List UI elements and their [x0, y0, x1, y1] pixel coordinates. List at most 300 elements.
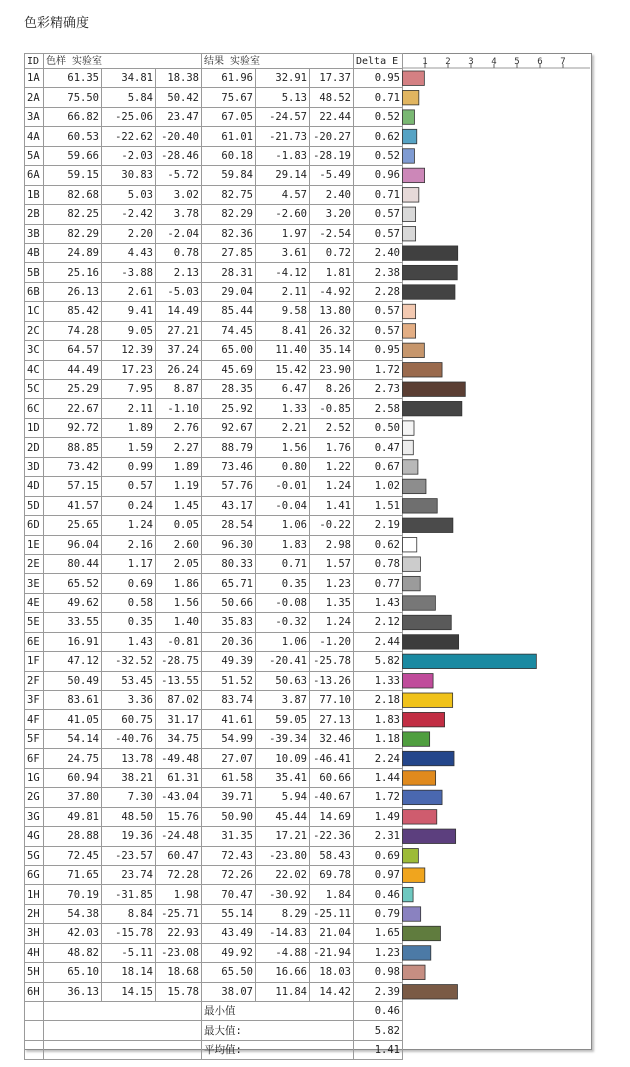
sample-lab-value: 23.47	[156, 107, 202, 126]
summary-blank	[44, 1040, 202, 1059]
table-row	[25, 360, 403, 379]
sample-lab-value: 44.49	[44, 360, 102, 379]
result-lab-value: 82.75	[202, 185, 256, 204]
delta-e-value: 1.23	[354, 943, 403, 962]
result-lab-value: 1.24	[310, 477, 354, 496]
patch-id: 2E	[25, 554, 44, 573]
sample-lab-value: 7.30	[102, 788, 156, 807]
sample-lab-value: 49.62	[44, 593, 102, 612]
sample-lab-value: 0.78	[156, 243, 202, 262]
patch-id: 3A	[25, 107, 44, 126]
x-tick-label: 3	[468, 57, 474, 67]
delta-e-bar-1C	[403, 304, 416, 318]
sample-lab-value: 2.05	[156, 554, 202, 573]
result-lab-value: 15.42	[256, 360, 310, 379]
sample-lab-value: 2.27	[156, 438, 202, 457]
result-lab-value: 48.52	[310, 88, 354, 107]
sample-lab-value: 0.05	[156, 516, 202, 535]
sample-lab-value: -13.55	[156, 671, 202, 690]
patch-id: 4B	[25, 243, 44, 262]
sample-lab-value: 13.78	[102, 749, 156, 768]
table-row	[25, 302, 403, 321]
result-lab-value: 61.01	[202, 127, 256, 146]
sample-lab-value: 9.41	[102, 302, 156, 321]
table-row	[25, 691, 403, 710]
header-delta-e: Delta E	[354, 54, 403, 69]
result-lab-value: 1.76	[310, 438, 354, 457]
result-lab-value: 1.23	[310, 574, 354, 593]
sample-lab-value: 41.05	[44, 710, 102, 729]
sample-lab-value: 4.43	[102, 243, 156, 262]
patch-id: 5C	[25, 380, 44, 399]
result-lab-value: 50.63	[256, 671, 310, 690]
sample-lab-value: 2.20	[102, 224, 156, 243]
result-lab-value: 27.07	[202, 749, 256, 768]
summary-row	[25, 1002, 403, 1021]
result-lab-value: 16.66	[256, 963, 310, 982]
sample-lab-value: -28.75	[156, 652, 202, 671]
delta-e-value: 0.47	[354, 438, 403, 457]
sample-lab-value: 85.42	[44, 302, 102, 321]
delta-e-bar-2D	[403, 440, 414, 454]
table-row	[25, 107, 403, 126]
result-lab-value: 2.40	[310, 185, 354, 204]
patch-id: 1B	[25, 185, 44, 204]
delta-e-bar-chart	[402, 53, 590, 1048]
patch-id: 4A	[25, 127, 44, 146]
delta-e-value: 0.57	[354, 321, 403, 340]
result-lab-value: 82.36	[202, 224, 256, 243]
x-tick-label: 1	[422, 57, 428, 67]
sample-lab-value: -24.48	[156, 827, 202, 846]
delta-e-bar-1A	[403, 71, 425, 85]
table-row	[25, 729, 403, 748]
result-lab-value: -46.41	[310, 749, 354, 768]
patch-id: 1C	[25, 302, 44, 321]
result-lab-value: 74.45	[202, 321, 256, 340]
summary-value: 1.41	[354, 1040, 403, 1059]
sample-lab-value: 2.16	[102, 535, 156, 554]
sample-lab-value: 25.65	[44, 516, 102, 535]
sample-lab-value: 60.94	[44, 768, 102, 787]
delta-e-value: 0.50	[354, 418, 403, 437]
sample-lab-value: 1.19	[156, 477, 202, 496]
x-tick-label: 5	[514, 57, 520, 67]
sample-lab-value: -25.06	[102, 107, 156, 126]
delta-e-value: 0.46	[354, 885, 403, 904]
table-row	[25, 807, 403, 826]
result-lab-value: 72.26	[202, 865, 256, 884]
patch-id: 4C	[25, 360, 44, 379]
result-lab-value: 1.57	[310, 554, 354, 573]
sample-lab-value: 25.16	[44, 263, 102, 282]
sample-lab-value: 14.49	[156, 302, 202, 321]
delta-e-value: 0.57	[354, 205, 403, 224]
sample-lab-value: -31.85	[102, 885, 156, 904]
result-lab-value: 60.18	[202, 146, 256, 165]
sample-lab-value: 30.83	[102, 166, 156, 185]
sample-lab-value: -2.04	[156, 224, 202, 243]
result-lab-value: -39.34	[256, 729, 310, 748]
delta-e-value: 1.33	[354, 671, 403, 690]
patch-id: 1A	[25, 69, 44, 88]
sample-lab-value: 8.87	[156, 380, 202, 399]
table-row	[25, 457, 403, 476]
result-lab-value: 3.20	[310, 205, 354, 224]
delta-e-value: 2.40	[354, 243, 403, 262]
delta-e-bar-5F	[403, 732, 430, 746]
result-lab-value: -0.32	[256, 613, 310, 632]
delta-e-value: 0.52	[354, 146, 403, 165]
sample-lab-value: 82.29	[44, 224, 102, 243]
sample-lab-value: -2.42	[102, 205, 156, 224]
delta-e-bar-4A	[403, 129, 417, 143]
summary-label: 最大值:	[202, 1021, 354, 1040]
delta-e-value: 1.44	[354, 768, 403, 787]
result-lab-value: 43.17	[202, 496, 256, 515]
result-lab-value: 38.07	[202, 982, 256, 1001]
sample-lab-value: 14.15	[102, 982, 156, 1001]
result-lab-value: 8.29	[256, 904, 310, 923]
table-row	[25, 438, 403, 457]
sample-lab-value: 57.15	[44, 477, 102, 496]
header-result-lab: 结果 实验室	[202, 54, 354, 69]
delta-e-bar-5C	[403, 382, 466, 396]
sample-lab-value: 23.74	[102, 865, 156, 884]
table-row	[25, 865, 403, 884]
sample-lab-value: 37.80	[44, 788, 102, 807]
result-lab-value: 8.41	[256, 321, 310, 340]
result-lab-value: 70.47	[202, 885, 256, 904]
delta-e-value: 1.49	[354, 807, 403, 826]
result-lab-value: 26.32	[310, 321, 354, 340]
delta-e-value: 2.19	[354, 516, 403, 535]
result-lab-value: 1.22	[310, 457, 354, 476]
table-row	[25, 885, 403, 904]
header-id: ID	[25, 54, 44, 69]
summary-label: 最小值	[202, 1002, 354, 1021]
delta-e-value: 2.24	[354, 749, 403, 768]
table-row	[25, 574, 403, 593]
result-lab-value: 22.02	[256, 865, 310, 884]
sample-lab-value: 31.17	[156, 710, 202, 729]
sample-lab-value: 48.82	[44, 943, 102, 962]
delta-e-bar-2F	[403, 674, 434, 688]
sample-lab-value: -43.04	[156, 788, 202, 807]
sample-lab-value: 19.36	[102, 827, 156, 846]
patch-id: 6C	[25, 399, 44, 418]
sample-lab-value: 34.81	[102, 69, 156, 88]
sample-lab-value: 28.88	[44, 827, 102, 846]
result-lab-value: -0.01	[256, 477, 310, 496]
patch-id: 4G	[25, 827, 44, 846]
result-lab-value: 0.72	[310, 243, 354, 262]
delta-e-bar-3B	[403, 227, 416, 241]
sample-lab-value: 80.44	[44, 554, 102, 573]
result-lab-value: 1.97	[256, 224, 310, 243]
delta-e-value: 2.73	[354, 380, 403, 399]
result-lab-value: 0.71	[256, 554, 310, 573]
patch-id: 1D	[25, 418, 44, 437]
delta-e-value: 0.67	[354, 457, 403, 476]
result-lab-value: 1.06	[256, 516, 310, 535]
patch-id: 3E	[25, 574, 44, 593]
result-lab-value: 1.35	[310, 593, 354, 612]
result-lab-value: 28.54	[202, 516, 256, 535]
delta-e-value: 0.62	[354, 127, 403, 146]
sample-lab-value: 38.21	[102, 768, 156, 787]
sample-lab-value: 5.03	[102, 185, 156, 204]
sample-lab-value: -20.40	[156, 127, 202, 146]
delta-e-bar-2H	[403, 907, 421, 921]
result-lab-value: 21.04	[310, 924, 354, 943]
result-lab-value: 75.67	[202, 88, 256, 107]
summary-blank	[44, 1021, 202, 1040]
table-row	[25, 69, 403, 88]
delta-e-value: 0.78	[354, 554, 403, 573]
result-lab-value: 8.26	[310, 380, 354, 399]
result-lab-value: -14.83	[256, 924, 310, 943]
sample-lab-value: 87.02	[156, 691, 202, 710]
result-lab-value: 51.52	[202, 671, 256, 690]
sample-lab-value: 1.98	[156, 885, 202, 904]
sample-lab-value: -32.52	[102, 652, 156, 671]
sample-lab-value: 72.28	[156, 865, 202, 884]
patch-id: 4D	[25, 477, 44, 496]
sample-lab-value: 25.29	[44, 380, 102, 399]
sample-lab-value: 1.56	[156, 593, 202, 612]
sample-lab-value: -49.48	[156, 749, 202, 768]
x-tick-label: 4	[491, 57, 497, 67]
sample-lab-value: -5.11	[102, 943, 156, 962]
delta-e-value: 0.62	[354, 535, 403, 554]
table-row	[25, 710, 403, 729]
result-lab-value: 14.42	[310, 982, 354, 1001]
delta-e-value: 2.44	[354, 632, 403, 651]
patch-id: 3F	[25, 691, 44, 710]
result-lab-value: 54.99	[202, 729, 256, 748]
delta-e-bar-4E	[403, 596, 436, 610]
delta-e-value: 0.71	[354, 185, 403, 204]
patch-id: 3B	[25, 224, 44, 243]
delta-e-bar-4H	[403, 946, 431, 960]
sample-lab-value: -22.62	[102, 127, 156, 146]
patch-id: 5D	[25, 496, 44, 515]
sample-lab-value: 50.42	[156, 88, 202, 107]
sample-lab-value: 26.13	[44, 282, 102, 301]
x-tick-label: 6	[537, 57, 543, 67]
patch-id: 5G	[25, 846, 44, 865]
page-title: 色彩精确度	[24, 16, 90, 31]
sample-lab-value: 47.12	[44, 652, 102, 671]
patch-id: 5B	[25, 263, 44, 282]
sample-lab-value: 36.13	[44, 982, 102, 1001]
patch-id: 2D	[25, 438, 44, 457]
table-row	[25, 418, 403, 437]
delta-e-bar-4B	[403, 246, 458, 260]
table-row	[25, 827, 403, 846]
patch-id: 3C	[25, 341, 44, 360]
delta-e-bar-3A	[403, 110, 415, 124]
result-lab-value: 2.11	[256, 282, 310, 301]
sample-lab-value: 61.31	[156, 768, 202, 787]
sample-lab-value: 48.50	[102, 807, 156, 826]
patch-id: 6E	[25, 632, 44, 651]
sample-lab-value: 82.25	[44, 205, 102, 224]
sample-lab-value: 2.60	[156, 535, 202, 554]
result-lab-value: 28.35	[202, 380, 256, 399]
result-lab-value: 82.29	[202, 205, 256, 224]
delta-e-bar-5B	[403, 265, 458, 279]
sample-lab-value: -2.03	[102, 146, 156, 165]
result-lab-value: 29.14	[256, 166, 310, 185]
result-lab-value: 13.80	[310, 302, 354, 321]
sample-lab-value: 1.89	[156, 457, 202, 476]
sample-lab-value: 1.24	[102, 516, 156, 535]
x-tick-label: 7	[560, 57, 566, 67]
result-lab-value: 45.44	[256, 807, 310, 826]
table-row	[25, 554, 403, 573]
table-row	[25, 846, 403, 865]
sample-lab-value: 60.47	[156, 846, 202, 865]
table-row	[25, 535, 403, 554]
sample-lab-value: 5.84	[102, 88, 156, 107]
result-lab-value: 1.84	[310, 885, 354, 904]
result-lab-value: 1.56	[256, 438, 310, 457]
patch-id: 4H	[25, 943, 44, 962]
patch-id: 5E	[25, 613, 44, 632]
delta-e-value: 2.28	[354, 282, 403, 301]
sample-lab-value: 34.75	[156, 729, 202, 748]
sample-lab-value: -23.57	[102, 846, 156, 865]
delta-e-value: 0.69	[354, 846, 403, 865]
result-lab-value: 6.47	[256, 380, 310, 399]
summary-blank	[44, 1002, 202, 1021]
sample-lab-value: 74.28	[44, 321, 102, 340]
sample-lab-value: 1.45	[156, 496, 202, 515]
delta-e-bar-3D	[403, 460, 418, 474]
sample-lab-value: 22.93	[156, 924, 202, 943]
sample-lab-value: 64.57	[44, 341, 102, 360]
delta-e-bar-6F	[403, 751, 455, 765]
delta-e-bar-3C	[403, 343, 425, 357]
patch-id: 2C	[25, 321, 44, 340]
delta-e-bar-6G	[403, 868, 425, 882]
sample-lab-value: 65.10	[44, 963, 102, 982]
result-lab-value: 43.49	[202, 924, 256, 943]
result-lab-value: 85.44	[202, 302, 256, 321]
delta-e-value: 5.82	[354, 652, 403, 671]
result-lab-value: 14.69	[310, 807, 354, 826]
sample-lab-value: -5.03	[156, 282, 202, 301]
table-row	[25, 768, 403, 787]
delta-e-bar-3H	[403, 926, 441, 940]
sample-lab-value: 9.05	[102, 321, 156, 340]
delta-e-bar-1H	[403, 887, 414, 901]
sample-lab-value: 3.36	[102, 691, 156, 710]
table-row	[25, 963, 403, 982]
sample-lab-value: -15.78	[102, 924, 156, 943]
table-row	[25, 321, 403, 340]
result-lab-value: -20.41	[256, 652, 310, 671]
sample-lab-value: 96.04	[44, 535, 102, 554]
delta-e-bar-1D	[403, 421, 415, 435]
patch-id: 2B	[25, 205, 44, 224]
sample-lab-value: 2.76	[156, 418, 202, 437]
sample-lab-value: 37.24	[156, 341, 202, 360]
result-lab-value: 50.66	[202, 593, 256, 612]
summary-row	[25, 1021, 403, 1040]
sample-lab-value: 59.66	[44, 146, 102, 165]
patch-id: 2G	[25, 788, 44, 807]
delta-e-bar-5G	[403, 849, 419, 863]
result-lab-value: -21.94	[310, 943, 354, 962]
result-lab-value: -1.83	[256, 146, 310, 165]
color-accuracy-table	[24, 53, 403, 1060]
header-sample-lab: 色样 实验室	[44, 54, 202, 69]
delta-e-bar-2C	[403, 324, 416, 338]
sample-lab-value: 1.86	[156, 574, 202, 593]
table-row	[25, 496, 403, 515]
sample-lab-value: 3.02	[156, 185, 202, 204]
sample-lab-value: 60.53	[44, 127, 102, 146]
result-lab-value: -28.19	[310, 146, 354, 165]
sample-lab-value: 82.68	[44, 185, 102, 204]
sample-lab-value: 0.58	[102, 593, 156, 612]
result-lab-value: -40.67	[310, 788, 354, 807]
result-lab-value: 4.57	[256, 185, 310, 204]
delta-e-value: 1.51	[354, 496, 403, 515]
result-lab-value: -4.92	[310, 282, 354, 301]
delta-e-bar-3F	[403, 693, 453, 707]
delta-e-bar-1F	[403, 654, 537, 668]
result-lab-value: 88.79	[202, 438, 256, 457]
result-lab-value: -0.08	[256, 593, 310, 612]
result-lab-value: 32.46	[310, 729, 354, 748]
result-lab-value: -4.12	[256, 263, 310, 282]
table-row	[25, 477, 403, 496]
table-row	[25, 166, 403, 185]
result-lab-value: 1.83	[256, 535, 310, 554]
result-lab-value: -25.11	[310, 904, 354, 923]
delta-e-value: 0.95	[354, 341, 403, 360]
delta-e-value: 2.58	[354, 399, 403, 418]
sample-lab-value: 33.55	[44, 613, 102, 632]
result-lab-value: 17.21	[256, 827, 310, 846]
sample-lab-value: -23.08	[156, 943, 202, 962]
delta-e-bar-5A	[403, 149, 415, 163]
result-lab-value: 27.13	[310, 710, 354, 729]
delta-e-bar-6A	[403, 168, 425, 182]
sample-lab-value: 0.99	[102, 457, 156, 476]
patch-id: 6F	[25, 749, 44, 768]
result-lab-value: -13.26	[310, 671, 354, 690]
patch-id: 6B	[25, 282, 44, 301]
sample-lab-value: 15.76	[156, 807, 202, 826]
patch-id: 4E	[25, 593, 44, 612]
result-lab-value: -4.88	[256, 943, 310, 962]
delta-e-bar-1E	[403, 538, 417, 552]
result-lab-value: -2.60	[256, 205, 310, 224]
result-lab-value: 32.91	[256, 69, 310, 88]
sample-lab-value: 26.24	[156, 360, 202, 379]
sample-lab-value: 50.49	[44, 671, 102, 690]
sample-lab-value: 8.84	[102, 904, 156, 923]
sample-lab-value: 72.45	[44, 846, 102, 865]
result-lab-value: -0.85	[310, 399, 354, 418]
result-lab-value: 50.90	[202, 807, 256, 826]
delta-e-value: 0.77	[354, 574, 403, 593]
